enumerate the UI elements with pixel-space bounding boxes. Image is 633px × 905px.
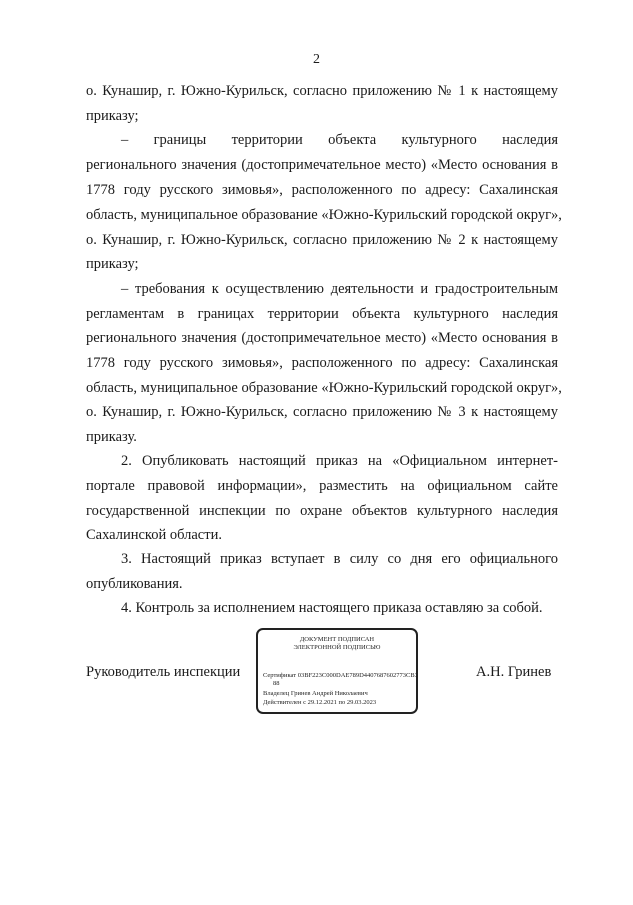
- text-line: Сахалинской области.: [86, 527, 222, 543]
- text-line: – границы территории объекта культурного наследия: [121, 132, 558, 148]
- text-line: 1778 году русского зимовья», расположенного по адресу: Сахалинская: [86, 182, 558, 198]
- text-line: 4. Контроль за исполнением настоящего приказа оставляю за собой.: [121, 600, 543, 616]
- text-line: 3. Настоящий приказ вступает в силу со дня его официального: [121, 551, 558, 567]
- stamp-validity: Действителен с 29.12.2021 по 29.03.2023: [263, 699, 377, 706]
- text-line: область, муниципальное образование «Южно-Курильский городской округ»,: [86, 380, 562, 396]
- text-line: приказу;: [86, 108, 139, 124]
- page-number: 2: [313, 52, 320, 67]
- text-line: 1778 году русского зимовья», расположенного по адресу: Сахалинская: [86, 355, 558, 371]
- text-line: регионального значения (достопримечательное место) «Место основания в: [86, 157, 558, 173]
- text-line: о. Кунашир, г. Южно-Курильск, согласно приложению № 3 к настоящему: [86, 404, 558, 420]
- signatory-title: Руководитель инспекции: [86, 664, 241, 680]
- text-line: опубликования.: [86, 576, 183, 592]
- stamp-certificate-cont: 88: [273, 680, 280, 687]
- text-line: 2. Опубликовать настоящий приказ на «Официальном интернет-: [121, 453, 558, 469]
- text-line: приказу.: [86, 429, 137, 445]
- electronic-signature-stamp: [256, 628, 418, 714]
- text-line: о. Кунашир, г. Южно-Курильск, согласно приложению № 2 к настоящему: [86, 232, 558, 248]
- stamp-title-line-2: ЭЛЕКТРОННОЙ ПОДПИСЬЮ: [293, 644, 381, 651]
- stamp-certificate: Сертификат 03BF223C000DAE789D4407687602773CB3: [263, 672, 418, 679]
- text-line: регионального значения (достопримечательное место) «Место основания в: [86, 330, 558, 346]
- text-line: приказу;: [86, 256, 139, 272]
- text-line: о. Кунашир, г. Южно-Курильск, согласно приложению № 1 к настоящему: [86, 83, 558, 99]
- text-line: область, муниципальное образование «Южно-Курильский городской округ»,: [86, 207, 562, 223]
- text-line: – требования к осуществлению деятельности и градостроительным: [121, 281, 558, 297]
- text-line: государственной инспекции по охране объектов культурного наследия: [86, 503, 558, 519]
- text-line: регламентам в границах территории объекта культурного наследия: [86, 306, 558, 322]
- stamp-owner: Владелец Гринев Андрей Николаевич: [263, 690, 368, 697]
- signatory-name: А.Н. Гринев: [476, 664, 552, 680]
- stamp-title-line-1: ДОКУМЕНТ ПОДПИСАН: [299, 636, 375, 643]
- stamp-title: [258, 636, 416, 652]
- text-line: портале правовой информации», разместить на официальном сайте: [86, 478, 558, 494]
